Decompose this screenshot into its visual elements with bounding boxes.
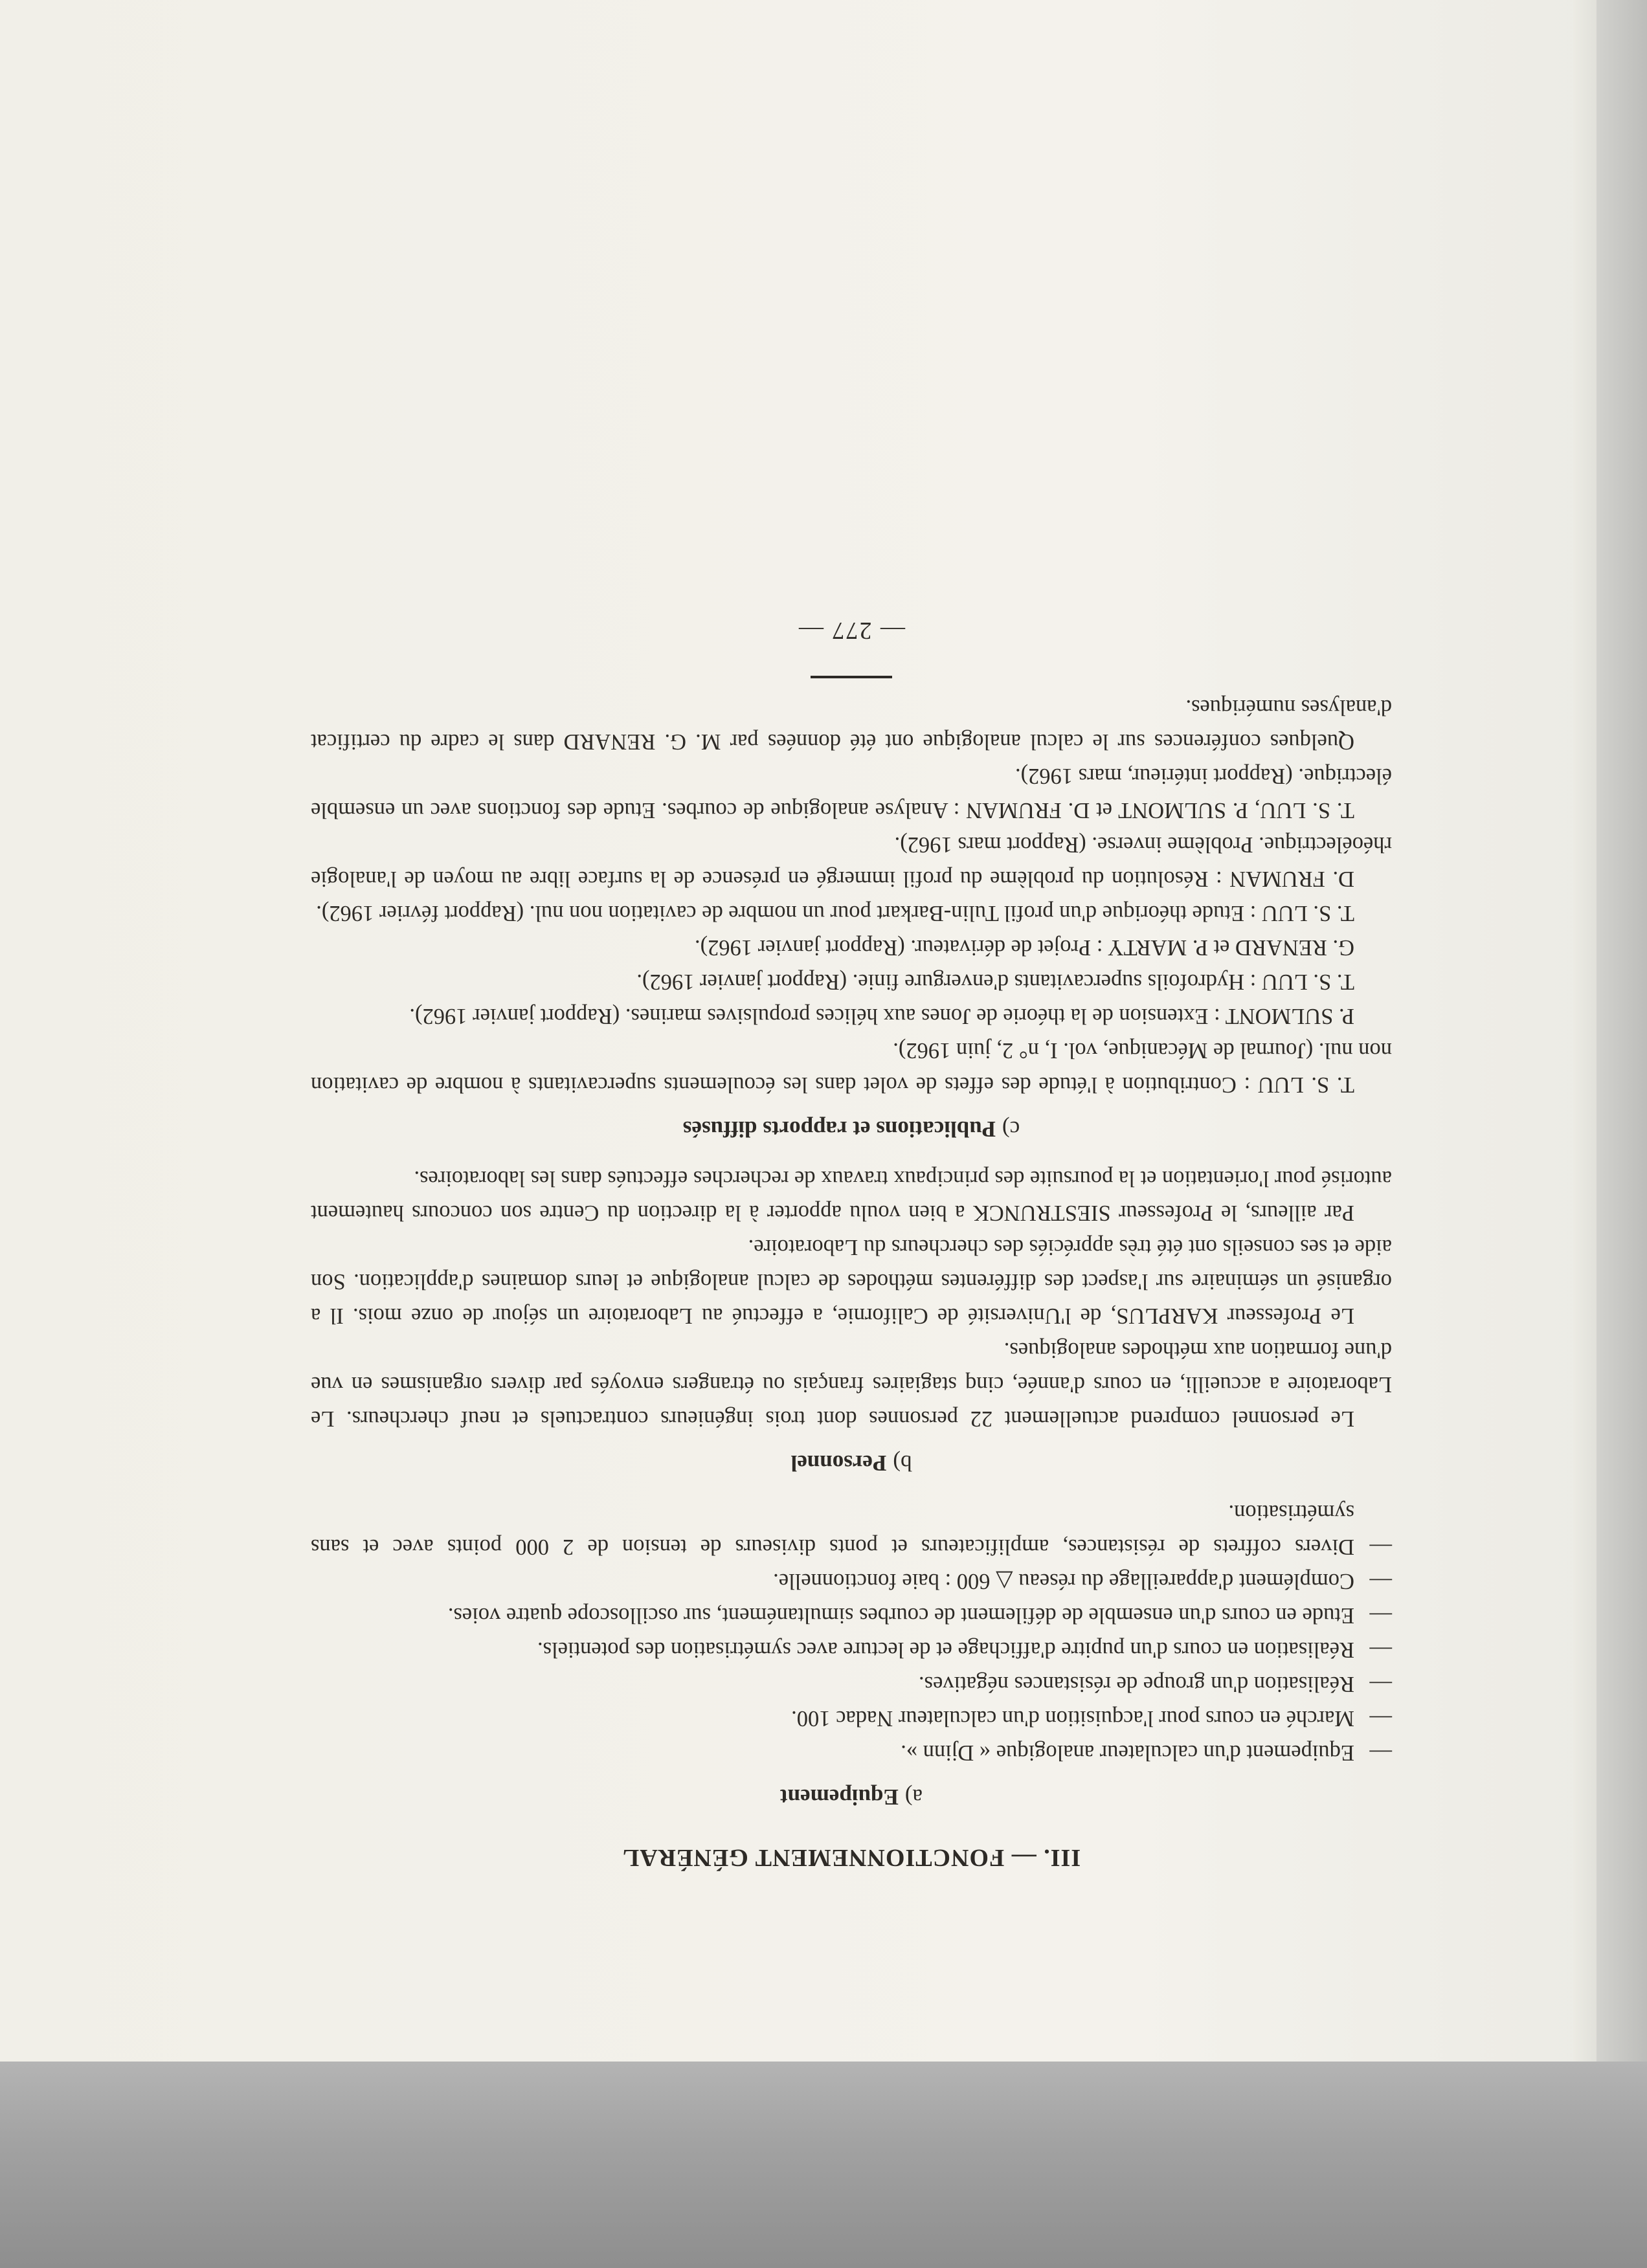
personnel-heading [311, 1443, 1392, 1482]
publication-entry: T. S. LUU, P. SULMONT et D. FRUMAN : Analyse analogique de courbes. Etude des fonctions avec un ensemble électrique. (Rapport intérieur, mars 1962). [311, 764, 1392, 823]
personnel-paragraph: Par ailleurs, le Professeur SIESTRUNCK a bien voulu apporter à la direction du Centre son concours hautement autorisé pour l'orientation et la poursuite des principaux travaux de recherches effectués dans les laboratoires. [311, 1166, 1392, 1225]
equipment-item: — Complément d'appareillage du réseau △ 600 : baie fonctionnelle. [311, 1564, 1392, 1598]
publication-entry: G. RENARD et P. MARTY : Projet de dérivateur. (Rapport janvier 1962). [694, 935, 1354, 960]
equipment-item: — Equipement d'un calculateur analogique « Djinn ». [311, 1735, 1392, 1770]
section-title: III. — FONCTIONNEMENT GÉNÉRAL [622, 1844, 1081, 1871]
publications-heading-text: Publications et rapports diffusés [682, 1117, 996, 1142]
personnel-paragraph: Le Professeur KARPLUS, de l'Université de Californie, a effectué au Laboratoire un séjour de onze mois. Il a organisé un séminaire sur l'aspect des différentes méthodes de calcul analogique et leurs domaines d'application. Son aide et ses conseils ont été très appréciés des chercheurs du Laboratoire. [311, 1235, 1392, 1328]
scanner-shadow [1597, 0, 1647, 2062]
personnel-letter: b) [893, 1451, 912, 1476]
equipment-item: — Réalisation d'un groupe de résistances négatives. [311, 1667, 1392, 1701]
equipment-item: — Etude en cours d'un ensemble de défilement de courbes simultanément, sur oscilloscope quatre voies. [311, 1598, 1392, 1632]
publication-entry: T. S. LUU : Etude théorique d'un profil Tulin-Barkart pour un nombre de cavitation non nul. (Rapport février 1962). [316, 901, 1354, 926]
section-rule [811, 676, 892, 678]
equipment-item: — Marché en cours pour l'acquisition d'un calculateur Nadac 100. [311, 1701, 1392, 1735]
equipment-letter: a) [904, 1784, 923, 1810]
scanner-bed [0, 2062, 1647, 2268]
publications-heading [311, 1109, 1392, 1148]
equipment-heading-text: Equipement [780, 1784, 899, 1810]
equipment-list [311, 1495, 1392, 1770]
equipment-heading [311, 1777, 1392, 1816]
publications-letter: c) [1002, 1117, 1020, 1142]
publication-entry: T. S. LUU : Hydrofoils supercavitants d'envergure finie. (Rapport janvier 1962). [636, 970, 1354, 994]
equipment-item: — Réalisation en cours d'un pupitre d'affichage et de lecture avec symétrisation des potentiels. [311, 1632, 1392, 1667]
publication-entry: D. FRUMAN : Résolution du problème du profil immergé en présence de la surface libre au moyen de l'analogie rhéoélectrique. Problème inverse. (Rapport mars 1962). [311, 832, 1392, 891]
personnel-paragraph: Le personnel comprend actuellement 22 personnes dont trois ingénieurs contractuels et neuf chercheurs. Le Laboratoire a accueilli, en cours d'année, cinq stagiaires français ou étrangers envoyés par divers organismes en vue d'une formation aux méthodes analogiques. [311, 1338, 1392, 1431]
page-content-rotated [311, 220, 1392, 1877]
publication-entry: P. SULMONT : Extension de la théorie de Jones aux hélices propulsives marines. (Rapport janvier 1962). [409, 1004, 1354, 1028]
page-number: — 277 — [798, 617, 905, 644]
equipment-item: — Divers coffrets de résistances, amplificateurs et ponts diviseurs de tension de 2 000 points avec et sans symétrisation. [311, 1495, 1392, 1564]
publication-entry: Quelques conférences sur le calcul analogique ont été données par M. G. RENARD dans le cadre du certificat d'analyses numériques. [311, 695, 1392, 754]
publication-entry: T. S. LUU : Contribution à l'étude des effets de volet dans les écoulements supercavitants à nombre de cavitation non nul. (Journal de Mécanique, vol. I, n° 2, juin 1962). [311, 1038, 1392, 1097]
personnel-heading-text: Personnel [790, 1451, 887, 1476]
